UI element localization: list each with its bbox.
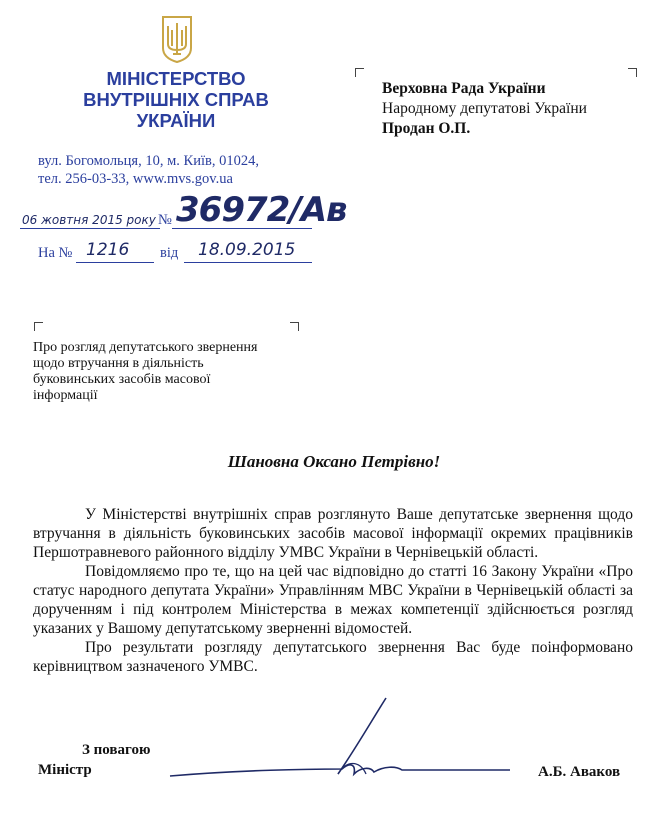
address-line-2: тел. 256-03-33, www.mvs.gov.ua <box>38 171 233 187</box>
body-paragraph-3: Про результати розгляду депутатського звернення Вас буде поінформовано керівництвом зазначеного УМВС. <box>33 639 633 675</box>
recipient-line-3: Продан О.П. <box>382 120 471 137</box>
incoming-date-line <box>184 262 312 263</box>
ministry-address <box>38 152 259 188</box>
body-paragraph-2: Повідомляємо про те, що на цей час відповідно до статті 16 Закону України «Про статус народного депутата України» Управлінням МВС України в Чернівецькій області за дорученням і під контролем Міністерства в межах компетенції здійснюється розгляд указаних у Вашому депутатському зверненні відомостей. <box>33 563 633 637</box>
subject-corner-left <box>34 322 43 331</box>
outgoing-date: 06 жовтня 2015 року <box>22 213 156 227</box>
incoming-number: 1216 <box>86 240 130 260</box>
subject-corner-right <box>290 322 299 331</box>
handwritten-signature <box>160 690 520 790</box>
ministry-line-3: УКРАЇНИ <box>136 110 216 131</box>
signatory-position: Міністр <box>38 762 92 778</box>
ministry-line-1: МІНІСТЕРСТВО <box>106 68 246 89</box>
subject-line-3: буковинських засобів масової <box>33 372 211 387</box>
recipient-line-2: Народному депутатові України <box>382 100 587 117</box>
ministry-name <box>40 68 312 131</box>
letter-body <box>33 505 633 676</box>
subject-line-1: Про розгляд депутатського звернення <box>33 340 258 355</box>
incoming-prefix: На № <box>38 245 73 261</box>
greeting: Шановна Оксано Петрівно! <box>227 452 441 471</box>
outgoing-no-label: № <box>158 212 172 228</box>
outgoing-date-line <box>20 228 160 229</box>
outgoing-number: 36972/Ав <box>176 190 347 230</box>
address-line-1: вул. Богомольця, 10, м. Київ, 01024, <box>38 153 259 169</box>
subject-line-2: щодо втручання в діяльність <box>33 356 204 371</box>
closing: З повагою <box>82 742 151 758</box>
incoming-date-label: від <box>160 245 179 261</box>
incoming-date: 18.09.2015 <box>198 240 296 260</box>
incoming-number-line <box>76 262 154 263</box>
recipient-corner-right <box>628 68 637 77</box>
outgoing-number-line <box>172 228 312 229</box>
signatory-name: А.Б. Аваков <box>538 764 621 780</box>
recipient-corner-left <box>355 68 364 77</box>
body-paragraph-1: У Міністерстві внутрішніх справ розглянуто Ваше депутатське звернення щодо втручання в діяльність буковинських засобів масової інформації окремих працівників Першотравневого районного відділу УМВС України в Чернівецькій області. <box>33 506 633 561</box>
recipient-line-1: Верховна Рада України <box>382 80 546 97</box>
subject-line-4: інформації <box>33 388 98 403</box>
ministry-line-2: ВНУТРІШНІХ СПРАВ <box>83 89 269 110</box>
recipient-block <box>382 79 587 139</box>
subject-block <box>33 340 277 404</box>
trident-emblem-icon <box>160 14 194 64</box>
